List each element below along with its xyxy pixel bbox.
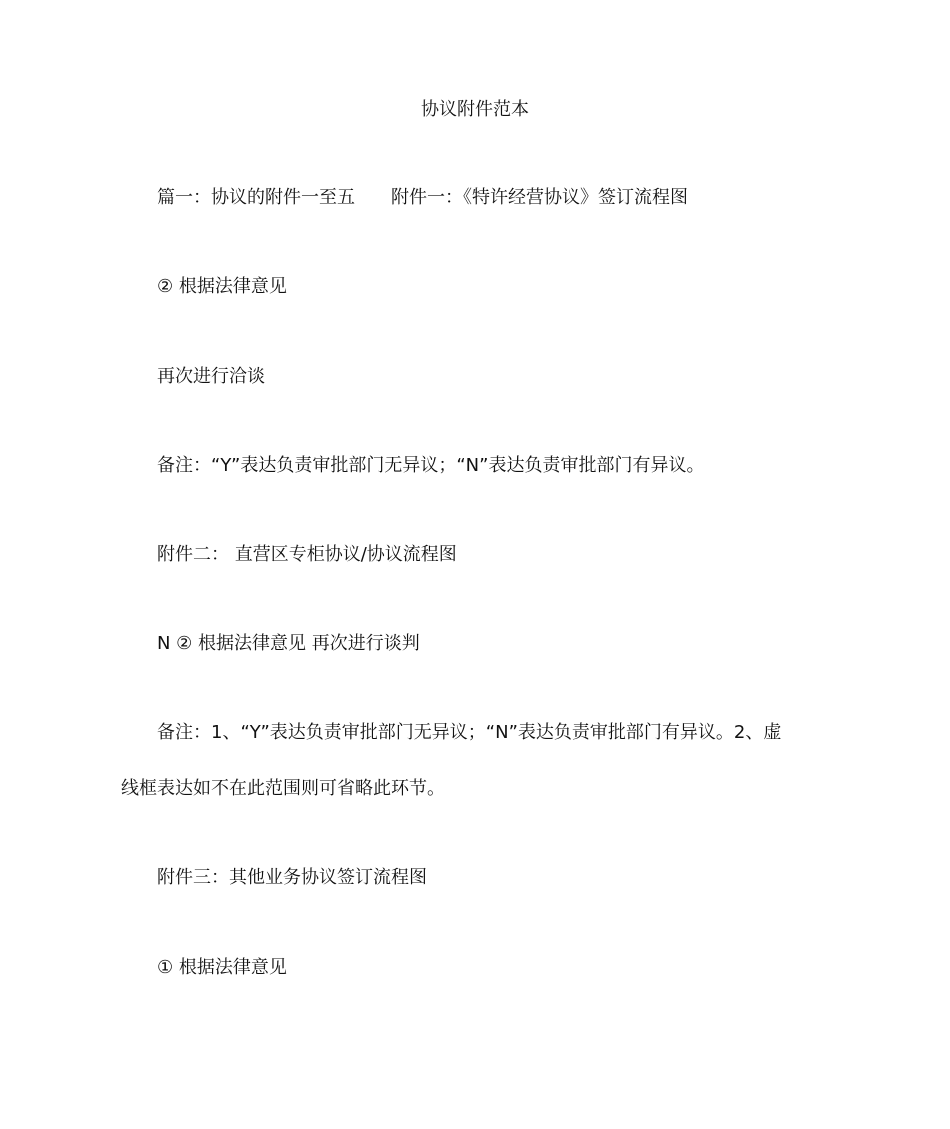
paragraph-appendix-one: 篇一：协议的附件一至五 附件一：《特许经营协议》签订流程图 [157, 187, 688, 208]
paragraph-legal-opinion-negotiation: N ② 根据法律意见 再次进行谈判 [157, 633, 420, 654]
document-title: 协议附件范本 [421, 99, 529, 120]
paragraph-legal-opinion-2: ② 根据法律意见 [157, 276, 287, 297]
paragraph-appendix-three: 附件三：其他业务协议签订流程图 [157, 867, 427, 888]
paragraph-legal-opinion-1: ① 根据法律意见 [157, 957, 287, 978]
paragraph-remark-one: 备注：“Y”表达负责审批部门无异议；“N”表达负责审批部门有异议。 [157, 455, 705, 476]
paragraph-remark-two-line2: 线框表达如不在此范围则可省略此环节。 [121, 778, 445, 799]
paragraph-remark-two-line1: 备注：1、“Y”表达负责审批部门无异议；“N”表达负责审批部门有异议。2、虚 [157, 722, 782, 743]
paragraph-negotiate-again: 再次进行洽谈 [157, 366, 265, 387]
paragraph-appendix-two: 附件二： 直营区专柜协议/协议流程图 [157, 544, 457, 565]
